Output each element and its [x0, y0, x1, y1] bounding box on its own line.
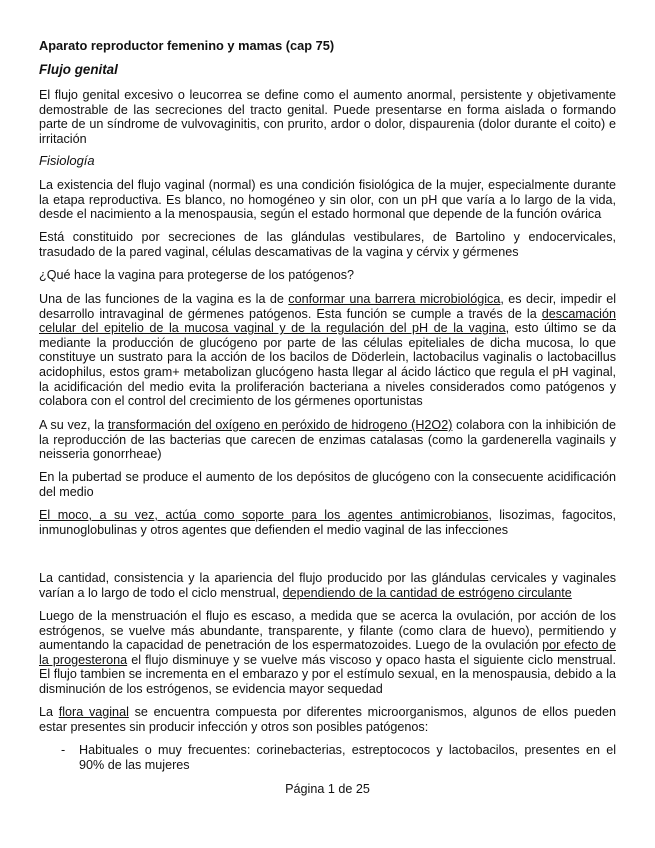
text-run: , lisozimas, fagocitos, inmunoglobulinas y otros agentes que defienden el medio vaginal de las infecciones — [39, 508, 616, 537]
text-run: colabora con la inhibición de la reproducción de las bacterias que carecen de enzimas catalasas (como la gardenerella vaginails y neisseria gonorrheae) — [39, 418, 616, 462]
underlined-phrase: conformar una barrera microbiológica — [288, 292, 501, 306]
paragraph-cantidad — [39, 571, 616, 600]
document-heading: Aparato reproductor femenino y mamas (cap 75) — [39, 38, 335, 53]
text-run: La cantidad, consistencia y la apariencia del flujo producido por las glándulas cervicales y vaginales varían a lo largo de todo el ciclo menstrual, — [39, 571, 616, 600]
text-run: La — [39, 705, 59, 719]
list-item — [39, 743, 616, 773]
paragraph-moco — [39, 508, 616, 537]
underlined-phrase: transformación del oxígeno en peróxido de hidrogeno (H2O2) — [107, 418, 453, 432]
subsection-fisiologia: Fisiología — [39, 153, 95, 168]
underlined-phrase: dependiendo de la cantidad de estrógeno circulante — [282, 585, 572, 600]
text-run: , es decir, impedir el desarrollo intravaginal de gérmenes patógenos. Esta función se cumple a través de la — [39, 292, 616, 321]
underlined-phrase: descamación celular del epitelio de la mucosa vaginal y de la regulación del pH de la vagina — [39, 306, 616, 336]
underlined-phrase: El moco, a su vez, actúa como soporte para los agentes antimicrobianos — [39, 508, 489, 522]
text-run: Una de las funciones de la vagina es la de — [39, 292, 289, 306]
text-run: , esto último se da mediante la producción de glucógeno por parte de las células epiteliales de dicha mucosa, lo que constituye un sustrato para la acción de los bacilos de Döderlein, lactobacilus vaginalis o lactobacillus acidophilus, estos gram+ metabolizan glucógeno hasta llegar al ácido láctico que regula el pH vaginal, la acidificación del medio evita la proliferación bacteriana a niveles considerados como patógenos y colabora con el control del crecimiento de los gérmenes oportunistas — [39, 321, 616, 409]
list-bullet: - — [61, 743, 66, 757]
text-run: se encuentra compuesta por diferentes microorganismos, algunos de ellos pueden estar presentes sin producir infección y otros son posibles patógenos: — [39, 705, 616, 734]
question-line: ¿Qué hace la vagina para protegerse de los patógenos? — [39, 268, 355, 282]
paragraph-existencia: La existencia del flujo vaginal (normal) es una condición fisiológica de la mujer, especialmente durante la etapa reproductiva. Es blanco, no homogéneo y sin olor, con un pH que varía a lo largo de la vida, desde el nacimiento a la menospausia, según el estado hormonal que depende de la función ovárica — [39, 178, 616, 222]
paragraph-constituido: Está constituido por secreciones de las glándulas vestibulares, de Bartolino y endocervicales, trasudado de la pared vaginal, células descamativas de la vagina y cérvix y gérmenes — [39, 230, 616, 259]
text-run: el flujo disminuye y se vuelve más viscoso y opaco hasta el siguiente ciclo menstrual. El flujo tambien se incrementa en el embarazo y por el estímulo sexual, en la menospausia, debido a la disminución de los estrógenos, se evidencia mayor sequedad — [39, 652, 616, 696]
underlined-phrase: flora vaginal — [58, 705, 129, 719]
paragraph-intro: El flujo genital excesivo o leucorrea se define como el aumento anormal, persistente y objetivamente demostrable de las secreciones del tracto genital. Puede presentarse en forma aislada o formando parte de un síndrome de vulvovaginitis, con prurito, ardor o dolor, dispaurenia (dolor durante el coito) e irritación — [39, 88, 616, 146]
paragraph-flora — [39, 705, 616, 734]
page-footer: Página 1 de 25 — [285, 782, 370, 796]
paragraph-pubertad: En la pubertad se produce el aumento de los depósitos de glucógeno con la consecuente acidificación del medio — [39, 470, 616, 499]
text-run: A su vez, la — [39, 418, 108, 432]
paragraph-transformacion — [39, 418, 616, 462]
list-item-text: Habituales o muy frecuentes: corinebacterias, estreptococos y lactobacilos, presentes en el 90% de las mujeres — [79, 743, 616, 772]
section-title: Flujo genital — [39, 62, 118, 77]
paragraph-menstruacion — [39, 609, 616, 697]
text-run: Luego de la menstruación el flujo es escaso, a medida que se acerca la ovulación, por acción de los estrógenos, se vuelve más abundante, transparente, y filante (como clara de huevo), permitiendo y aumentando la capacidad de penetración de los espermatozoides. Luego de la ovulación — [39, 609, 616, 653]
paragraph-funciones — [39, 292, 616, 409]
underlined-phrase: por efecto de la progesterona — [39, 638, 617, 667]
